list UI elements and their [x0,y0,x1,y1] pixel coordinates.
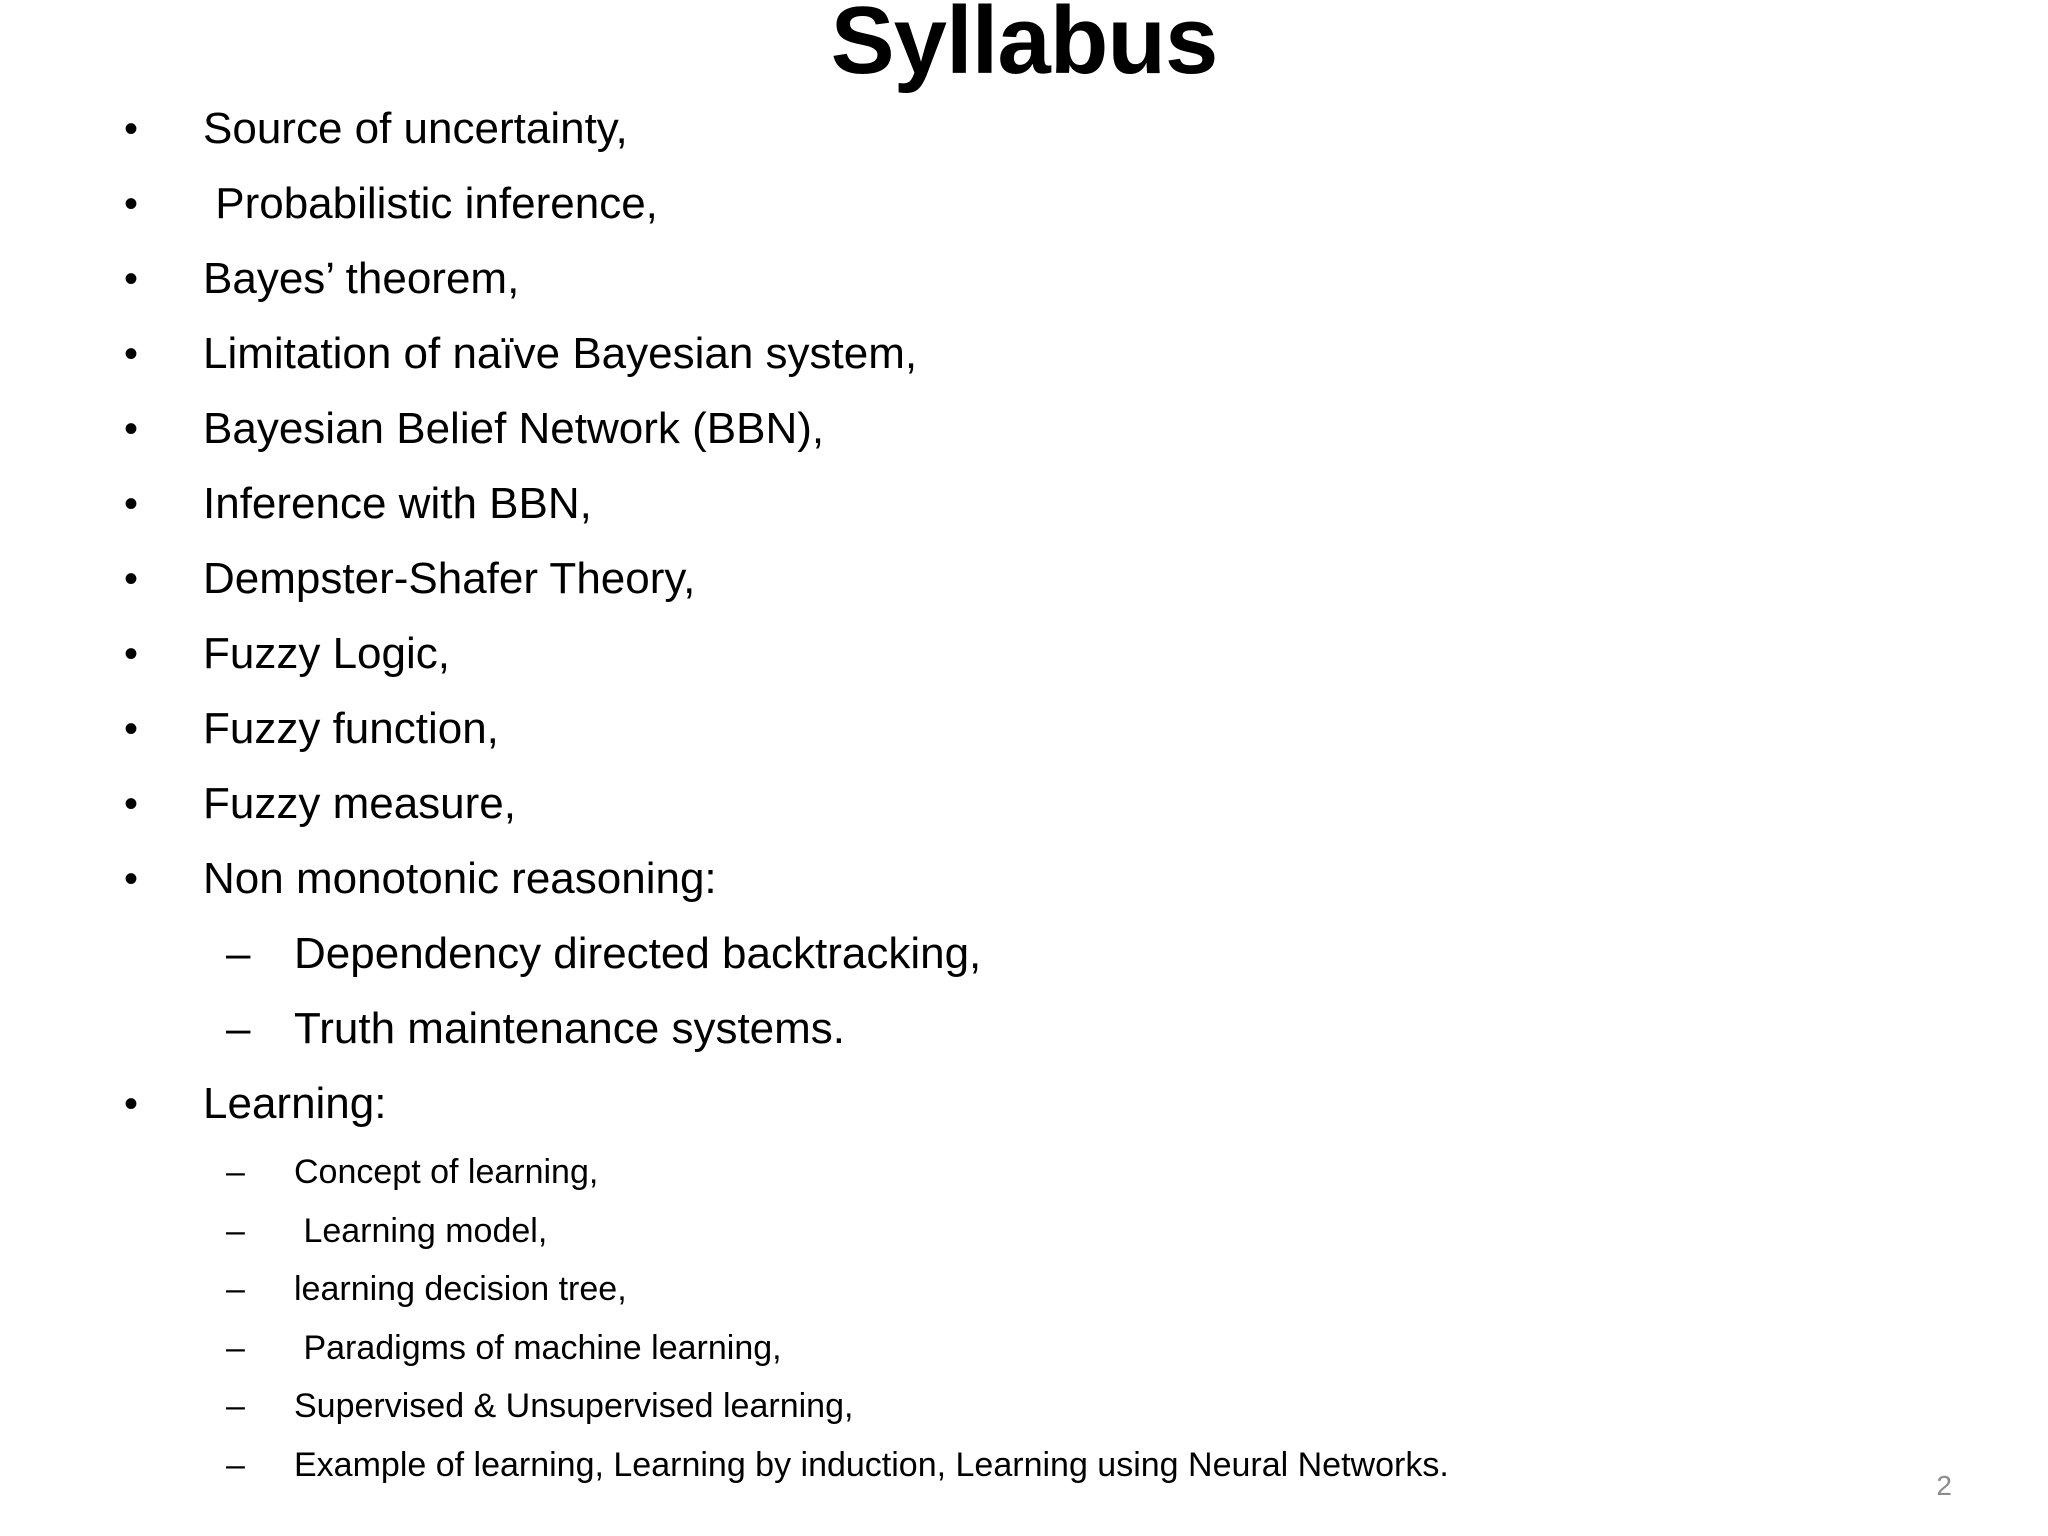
sub-list-item-text: Paradigms of machine learning, [294,1328,782,1367]
list-item-text: Inference with BBN, [203,479,592,528]
list-item [0,700,2048,775]
dash-icon: – [226,929,251,978]
sub-list-item [0,925,2048,1000]
list-item [0,400,2048,475]
list-item-text: Fuzzy function, [203,704,499,753]
sub-list-item-text: Concept of learning, [294,1153,599,1191]
list-item-text: Bayes’ theorem, [203,254,520,303]
list-item-text: Probabilistic inference, [203,179,658,228]
bullet-icon: • [124,632,139,676]
list-item [0,475,2048,550]
slide-title: Syllabus [830,0,1218,94]
list-item [0,625,2048,700]
list-item-text: Fuzzy measure, [203,779,516,828]
page-number: 2 [1936,1470,1952,1501]
sub-list-item [0,1267,2048,1326]
sub-list-item [0,1000,2048,1075]
sub-list-item-text: Supervised & Unsupervised learning, [294,1387,854,1425]
bullet-icon: • [124,407,139,451]
bullet-icon: • [124,1082,139,1126]
dash-icon: – [226,1211,245,1250]
bullet-icon: • [124,707,139,751]
dash-icon: – [226,1004,251,1053]
bullet-icon: • [124,857,139,901]
list-item [0,100,2048,175]
bullet-icon: • [124,182,139,226]
list-item-text: Learning: [203,1079,387,1128]
sub-list-item [0,1384,2048,1443]
list-item [0,550,2048,625]
list-item [0,1075,2048,1150]
list-item-text: Non monotonic reasoning: [203,854,717,903]
list-item [0,325,2048,400]
list-item [0,175,2048,250]
dash-icon: – [226,1445,245,1484]
syllabus-list [0,100,2048,1501]
dash-icon: – [226,1328,245,1367]
list-item [0,775,2048,850]
list-item-text: Limitation of naïve Bayesian system, [203,329,918,378]
list-item-text: Fuzzy Logic, [203,629,450,678]
dash-icon: – [226,1270,245,1308]
list-item [0,250,2048,325]
list-item-text: Bayesian Belief Network (BBN), [203,404,825,453]
bullet-icon: • [124,482,139,526]
bullet-icon: • [124,332,139,376]
list-item-text: Dempster-Shafer Theory, [203,554,696,603]
bullet-icon: • [124,782,139,826]
dash-icon: – [226,1387,245,1425]
list-item [0,850,2048,925]
bullet-icon: • [124,107,139,151]
sub-list-item-text: Truth maintenance systems. [294,1004,846,1053]
sub-list-item-text: Learning model, [294,1211,548,1250]
sub-list-item [0,1326,2048,1385]
sub-list-item [0,1209,2048,1268]
bullet-icon: • [124,257,139,301]
sub-list-item-text: learning decision tree, [294,1270,627,1308]
dash-icon: – [226,1153,245,1191]
list-item-text: Source of uncertainty, [203,104,628,153]
sub-list-item [0,1150,2048,1209]
sub-list-item-text: Dependency directed backtracking, [294,929,982,978]
sub-list-item-text: Example of learning, Learning by induction, Learning using Neural Networks. [294,1445,1449,1484]
sub-list-item [0,1443,2048,1502]
bullet-icon: • [124,557,139,601]
